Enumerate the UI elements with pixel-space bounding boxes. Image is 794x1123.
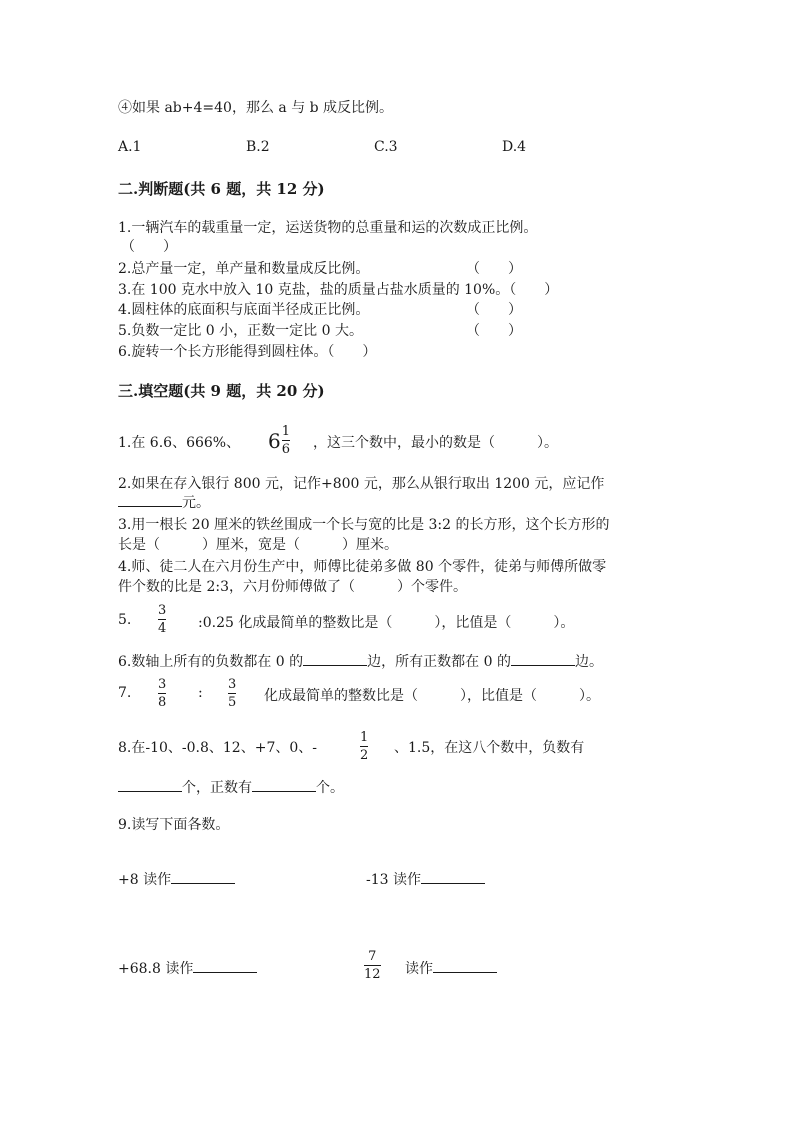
judge-item-2-paren: （ ） xyxy=(466,261,522,277)
fill-q7-colon: : xyxy=(198,685,203,701)
fraction-bar xyxy=(364,965,381,966)
answer-blank[interactable] xyxy=(171,869,235,884)
fill-q5-text: :0.25 化成最简单的整数比是（ ），比值是（ ）。 xyxy=(198,615,575,631)
fraction-numerator: 3 xyxy=(158,677,167,692)
fill-q6-part1: 6.数轴上所有的负数都在 0 的 xyxy=(118,654,304,670)
judge-item-4: 4.圆柱体的底面积与底面半径成正比例。 xyxy=(118,302,370,318)
fill-q2-line2 xyxy=(118,492,210,512)
fill-q4-line2: 件个数的比是 2:3，六月份师傅做了（ ）个零件。 xyxy=(118,579,467,595)
fraction-denominator: 12 xyxy=(364,967,381,982)
section-2-title: 二.判断题(共 6 题，共 12 分) xyxy=(118,180,325,198)
question-4: ④如果 ab+4=40，那么 a 与 b 成反比例。 xyxy=(118,100,394,116)
judge-item-3: 3.在 100 克水中放入 10 克盐，盐的质量占盐水质量的 10%。（ ） xyxy=(118,282,559,298)
fill-q3-line2: 长是（ ）厘米，宽是（ ）厘米。 xyxy=(118,537,398,553)
fill-q9-title: 9.读写下面各数。 xyxy=(118,817,230,833)
fill-q6-part3: 边。 xyxy=(574,654,603,670)
read-label: -13 读作 xyxy=(366,872,421,888)
answer-blank[interactable] xyxy=(511,651,575,666)
section-3-title: 三.填空题(共 9 题，共 20 分) xyxy=(118,382,325,400)
fill-q8-rest: 、1.5，在这八个数中，负数有 xyxy=(394,740,585,756)
answer-blank[interactable] xyxy=(303,651,367,666)
mixed-fraction xyxy=(282,424,290,457)
fill-q8-end: 个。 xyxy=(316,780,344,796)
option-c: C.3 xyxy=(374,139,398,155)
fraction-bar xyxy=(228,693,236,694)
fill-q6-part2: 边，所有正数都在 0 的 xyxy=(367,654,511,670)
fraction-bar xyxy=(158,619,166,620)
judge-item-6: 6.旋转一个长方形能得到圆柱体。（ ） xyxy=(118,344,377,360)
fraction-bar xyxy=(158,693,166,694)
fill-q8-line2 xyxy=(118,777,344,797)
fill-q6 xyxy=(118,651,603,671)
fill-q8-fraction xyxy=(360,730,368,763)
fraction-bar xyxy=(282,440,290,441)
read-label: 读作 xyxy=(405,961,433,977)
judge-item-5-paren: （ ） xyxy=(466,323,522,339)
read-item-3 xyxy=(118,958,257,978)
fraction-denominator: 2 xyxy=(360,748,369,763)
judge-item-2: 2.总产量一定，单产量和数量成反比例。 xyxy=(118,261,370,277)
answer-blank[interactable] xyxy=(193,958,257,973)
answer-blank[interactable] xyxy=(118,777,182,792)
fill-q2-line1: 2.如果在存入银行 800 元，记作+800 元，那么从银行取出 1200 元，应记作 xyxy=(118,476,605,492)
read-label: +68.8 读作 xyxy=(118,961,194,977)
fraction-denominator: 4 xyxy=(158,621,167,636)
answer-blank[interactable] xyxy=(433,958,497,973)
answer-blank[interactable] xyxy=(252,777,316,792)
answer-blank[interactable] xyxy=(421,869,485,884)
fraction-numerator: 1 xyxy=(360,730,369,745)
mixed-whole: 6 xyxy=(268,428,281,453)
fraction-denominator: 5 xyxy=(228,695,237,710)
read-item-1 xyxy=(118,869,235,889)
fraction-bar xyxy=(360,746,368,747)
fill-q7-fraction-2 xyxy=(228,677,236,710)
fraction-denominator: 8 xyxy=(158,695,167,710)
judge-item-1: 1.一辆汽车的载重量一定，运送货物的总重量和运的次数成正比例。 xyxy=(118,220,538,236)
option-a: A.1 xyxy=(118,139,142,155)
fraction-numerator: 7 xyxy=(368,949,377,964)
read-item-2 xyxy=(366,869,485,889)
fill-q2-unit: 元。 xyxy=(182,495,210,511)
fill-q7-text: 化成最简单的整数比是（ ），比值是（ ）。 xyxy=(264,688,600,704)
judge-item-4-paren: （ ） xyxy=(466,302,522,318)
fill-q7-number: 7. xyxy=(118,685,132,701)
option-b: B.2 xyxy=(246,139,270,155)
fraction-denominator: 6 xyxy=(281,442,291,457)
fill-q3-line1: 3.用一根长 20 厘米的铁丝围成一个长与宽的比是 3:2 的长方形，这个长方形的 xyxy=(118,517,610,533)
fill-q5-number: 5. xyxy=(118,612,132,628)
fill-q5-fraction xyxy=(158,603,166,636)
answer-blank[interactable] xyxy=(118,492,182,507)
read-item-4-fraction xyxy=(364,949,381,982)
fill-q1-mixed-number xyxy=(268,424,290,457)
fill-q8-text: 8.在-10、-0.8、12、+7、0、- xyxy=(118,740,317,756)
read-item-4 xyxy=(405,958,497,978)
option-d: D.4 xyxy=(502,139,527,155)
fill-q1-rest: ，这三个数中，最小的数是（ ）。 xyxy=(313,435,558,451)
fill-q1-text: 1.在 6.6、666%、 xyxy=(118,435,241,451)
judge-item-5: 5.负数一定比 0 小，正数一定比 0 大。 xyxy=(118,323,363,339)
fraction-numerator: 1 xyxy=(281,424,291,439)
fill-q8-part: 个，正数有 xyxy=(182,780,252,796)
read-label: +8 读作 xyxy=(118,872,172,888)
fraction-numerator: 3 xyxy=(158,603,167,618)
fill-q7-fraction-1 xyxy=(158,677,166,710)
fill-q4-line1: 4.师、徒二人在六月份生产中，师傅比徒弟多做 80 个零件，徒弟与师傅所做零 xyxy=(118,559,607,575)
fraction-numerator: 3 xyxy=(228,677,237,692)
judge-item-1-paren: （ ） xyxy=(121,239,177,255)
